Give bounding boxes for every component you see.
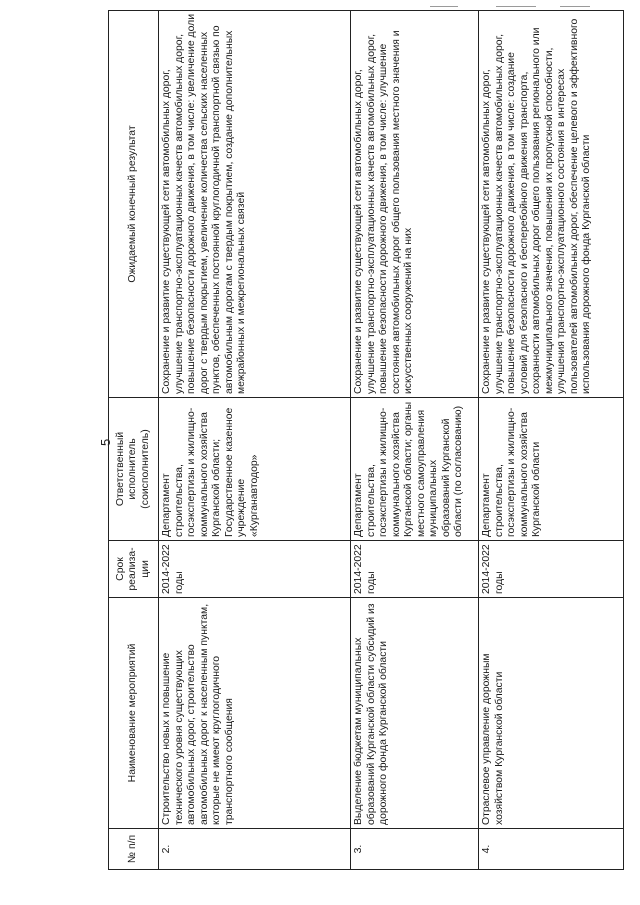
activity-name: Выделение бюджетам муниципальных образований Курганской области субсидий из дорожного фонда Курганской области bbox=[351, 598, 479, 829]
scan-artifact bbox=[430, 6, 458, 7]
header-num: № п/п bbox=[109, 829, 159, 870]
row-number: 3. bbox=[351, 829, 479, 870]
activity-name: Отраслевое управление дорожным хозяйством Курганской области bbox=[479, 598, 624, 829]
header-term: Срок реализа-ции bbox=[109, 541, 159, 598]
row-number: 2. bbox=[159, 829, 351, 870]
implementation-term: 2014-2022 годы bbox=[159, 541, 351, 598]
table-header-row bbox=[109, 11, 159, 870]
responsible-executor: Департамент строительства, госэкспертизы и жилищно-коммунального хозяйства Курганской области; Государственное казенное учреждение «Курганавтодор» bbox=[159, 398, 351, 541]
header-name: Наименование мероприятий bbox=[109, 598, 159, 829]
table-row bbox=[159, 11, 351, 870]
implementation-term: 2014-2022 годы bbox=[479, 541, 624, 598]
table-row bbox=[351, 11, 479, 870]
rotated-table-sheet bbox=[108, 14, 623, 870]
header-executor: Ответственный исполнитель (соисполнитель) bbox=[109, 398, 159, 541]
row-number: 4. bbox=[479, 829, 624, 870]
responsible-executor: Департамент строительства, госэкспертизы и жилищно-коммунального хозяйства Курганской области; органы местного самоуправления муниципальных образований Курганской области (по согласованию) bbox=[351, 398, 479, 541]
responsible-executor: Департамент строительства, госэкспертизы и жилищно-коммунального хозяйства Курганской области bbox=[479, 398, 624, 541]
implementation-term: 2014-2022 годы bbox=[351, 541, 479, 598]
expected-result: Сохранение и развитие существующей сети автомобильных дорог, улучшение транспортно-эксплуатационных качеств автомобильных дорог, повышение безопасности дорожного движения, в том числе: увеличение доли дорог с твердым покрытием, увеличение количества сельских населенных пунктов, обеспеченных постоянной круглогодичной транспортной связью по автомобильным дорогам с твердым покрытием, создание дополнительных межрайонных и межрегиональных связей bbox=[159, 11, 351, 398]
activities-table bbox=[108, 10, 624, 870]
page-number: 5 bbox=[98, 438, 113, 446]
scan-artifact bbox=[496, 6, 536, 7]
scan-artifact bbox=[560, 6, 590, 7]
activity-name: Строительство новых и повышение технического уровня существующих автомобильных дорог, строительство автомобильных дорог к населенным пунктам, которые не имеют круглогодичного транспортного сообщения bbox=[159, 598, 351, 829]
table-row bbox=[479, 11, 624, 870]
header-result: Ожидаемый конечный результат bbox=[109, 11, 159, 398]
expected-result: Сохранение и развитие существующей сети автомобильных дорог, улучшение транспортно-эксплуатационных качеств автомобильных дорог, повышение безопасности дорожного движения, в том числе: создание условий для безопасного и бесперебойного движения транспорта, сохранности автомобильных дорог общего пользования регионального или межмуниципального значения, повышения их пропускной способности, улучшения транспортно-эксплуатационного состояния в интересах пользователей автомобильных дорог, обеспечение целевого и эффективного использования дорожного фонда Курганской области bbox=[479, 11, 624, 398]
expected-result: Сохранение и развитие существующей сети автомобильных дорог, улучшение транспортно-эксплуатационных качеств автомобильных дорог, повышение безопасности дорожного движения, в том числе: улучшение состояния автомобильных дорог общего пользования местного значения и искусственных сооружений на них bbox=[351, 11, 479, 398]
